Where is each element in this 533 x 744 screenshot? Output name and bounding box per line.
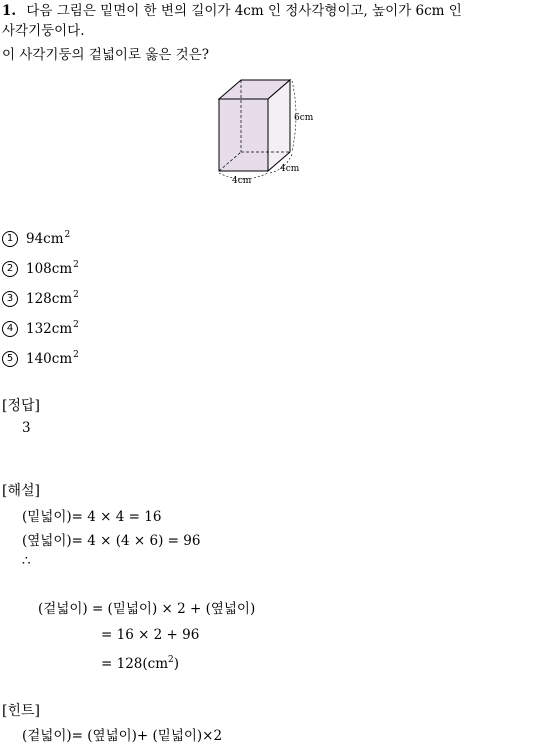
answer-value: 3 [22, 420, 31, 436]
width-label: 4cm [232, 176, 252, 186]
option-4-value: 132cm [26, 321, 73, 337]
option-1-mark: 1 [2, 231, 18, 247]
option-3[interactable] [2, 290, 79, 307]
prism-figure [210, 75, 325, 187]
option-4-mark: 4 [2, 321, 18, 337]
height-label: 6cm [294, 113, 314, 123]
option-2-exp: 2 [73, 260, 79, 270]
explanation-eq-3-prefix: = 128(cm [101, 656, 168, 672]
option-3-exp: 2 [73, 290, 79, 300]
option-5[interactable] [2, 350, 79, 367]
option-4[interactable] [2, 320, 79, 337]
question-text-2: 사각기둥이다. [2, 23, 85, 39]
question-number: 1. [2, 3, 17, 19]
explanation-eq-3-suffix: ) [173, 656, 180, 672]
depth-label: 4cm [280, 164, 300, 174]
explanation-label: [해설] [2, 483, 40, 499]
question-text-3: 이 사각기둥의 겉넓이로 옳은 것은? [2, 47, 209, 63]
option-1-exp: 2 [64, 230, 71, 240]
explanation-eq-3-exp: 2 [168, 655, 174, 665]
explanation-line-1: (밑넓이)= 4 × 4 = 16 [22, 509, 162, 525]
option-5-mark: 5 [2, 351, 18, 367]
explanation-eq-3 [101, 655, 179, 672]
option-2[interactable] [2, 260, 79, 277]
option-4-exp: 2 [73, 320, 79, 330]
option-2-value: 108cm [26, 261, 73, 277]
answer-label: [정답] [2, 398, 40, 414]
explanation-line-2: (옆넓이)= 4 × (4 × 6) = 96 [22, 533, 201, 549]
option-5-value: 140cm [26, 351, 73, 367]
explanation-eq-1: (겉넓이) = (밑넓이) × 2 + (옆넓이) [38, 601, 256, 617]
option-3-mark: 3 [2, 291, 18, 307]
explanation-eq-2: = 16 × 2 + 96 [101, 627, 200, 643]
option-2-mark: 2 [2, 261, 18, 277]
prism-front-face [219, 99, 268, 171]
hint-line-1: (겉넓이)= (옆넓이)+ (밑넓이)×2 [22, 728, 223, 744]
option-5-exp: 2 [73, 350, 79, 360]
option-3-value: 128cm [26, 291, 73, 307]
option-1-value: 94cm [26, 231, 64, 247]
therefore-symbol: ∴ [22, 553, 31, 569]
question-text-1: 다음 그림은 밑면이 한 변의 길이가 4cm 인 정사각형이고, 높이가 6cm 인 [26, 3, 462, 19]
option-1[interactable] [2, 230, 70, 247]
question-line-1 [2, 2, 462, 20]
hint-label: [힌트] [2, 703, 40, 719]
